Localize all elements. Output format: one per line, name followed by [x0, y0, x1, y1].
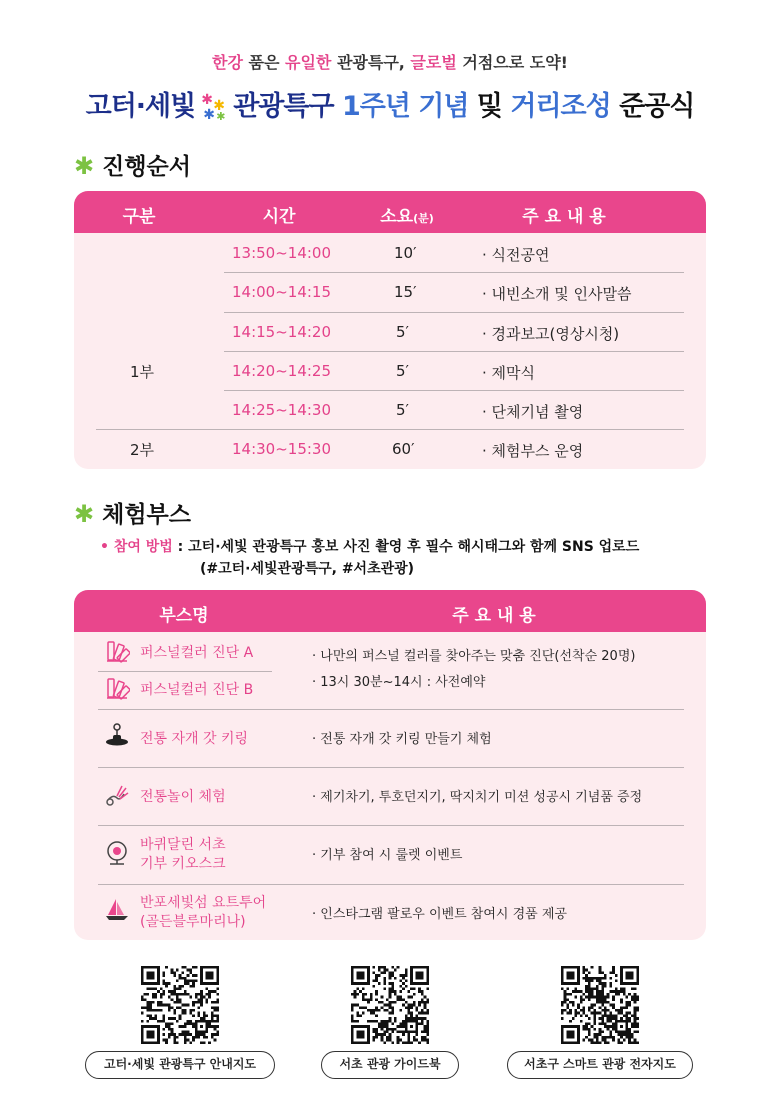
booth-description: · 전통 자개 갓 키링 만들기 체험 [312, 732, 492, 747]
title-part: 및 [476, 91, 502, 122]
part-label: 1부 [130, 363, 155, 381]
row-duration: 5′ [396, 401, 409, 419]
schedule-table [74, 191, 706, 469]
palette-icon [104, 639, 130, 665]
title-part: 거리조성 [510, 91, 611, 122]
table-row [74, 351, 706, 390]
tagline-part: 품은 [242, 53, 285, 72]
row-divider [98, 767, 684, 768]
booth-name: 퍼스널컬러 진단 A [140, 645, 254, 661]
schedule-section-title [74, 148, 191, 181]
header-time: 시간 [262, 207, 296, 227]
header-duration-unit: (분) [413, 212, 434, 225]
page-title [0, 84, 780, 123]
table-row [74, 429, 706, 468]
booth-name-line: 반포세빛섬 요트투어 [140, 895, 267, 911]
tagline-part: 유일한 [285, 53, 332, 72]
row-time: 14:00~14:15 [232, 283, 332, 301]
booth-section-title [74, 496, 191, 529]
row-time: 13:50~14:00 [232, 244, 332, 262]
schedule-table-header [74, 191, 706, 233]
schedule-table-body [74, 233, 706, 469]
participation-text: : 고터·세빛 관광특구 홍보 사진 촬영 후 필수 해시태그와 함께 SNS 업로드 [172, 539, 640, 555]
row-content: · 내빈소개 및 인사말씀 [482, 285, 632, 303]
booth-description: · 13시 30분~14시 : 사전예약 [312, 675, 486, 690]
table-row [74, 233, 706, 272]
palette-icon [104, 676, 130, 702]
booth-description: · 제기차기, 투호던지기, 딱지치기 미션 성공시 기념품 증정 [312, 790, 643, 805]
header-duration-label: 소요 [380, 207, 414, 227]
table-row [74, 390, 706, 429]
row-divider [98, 884, 684, 885]
title-part: 1주년 기념 [341, 91, 469, 122]
tagline-part: 거점으로 도약! [456, 53, 568, 72]
title-part: 고터·세빛 [85, 91, 196, 122]
booth-description: · 인스타그램 팔로우 이벤트 참여시 경품 제공 [312, 907, 567, 922]
booth-description: · 나만의 퍼스널 컬러를 찾아주는 맞춤 진단(선착순 20명) [312, 649, 636, 664]
booth-name [140, 836, 226, 874]
tagline-part: 한강 [212, 53, 243, 72]
row-duration: 10′ [394, 244, 417, 262]
yacht-icon [104, 897, 130, 923]
booth-name: 전통 자개 갓 키링 [140, 731, 249, 747]
tagline-part: 글로벌 [410, 53, 457, 72]
row-divider [98, 825, 684, 826]
qr-label: 서초구 스마트 관광 전자지도 [507, 1051, 693, 1079]
table-row [74, 312, 706, 351]
row-duration: 5′ [396, 362, 409, 380]
row-divider [98, 709, 684, 710]
title-part: 관광특구 [233, 91, 334, 122]
booth-table-header [74, 590, 706, 632]
gat-keyring-icon [104, 723, 130, 749]
row-time: 14:20~14:25 [232, 362, 332, 380]
tagline-part: 관광특구, [331, 53, 411, 72]
row-content: · 체험부스 운영 [482, 442, 584, 460]
row-time: 14:15~14:20 [232, 323, 332, 341]
booth-name-line: 바퀴달린 서초 [140, 837, 226, 853]
row-content: · 단체기념 촬영 [482, 403, 584, 421]
participation-label: • 참여 방법 [100, 539, 173, 555]
row-time: 14:30~15:30 [232, 440, 332, 458]
booth-description: · 기부 참여 시 룰렛 이벤트 [312, 848, 463, 863]
participation-method [100, 536, 639, 580]
sparkle-stars-icon: ✱ ✱ ✱ ✱ [201, 91, 225, 123]
row-duration: 15′ [394, 283, 417, 301]
qr-label: 고터·세빛 관광특구 안내지도 [85, 1051, 275, 1079]
row-duration: 60′ [392, 440, 415, 458]
tagline [0, 50, 780, 73]
part-label: 2부 [130, 441, 155, 459]
header-content: 주 요 내 용 [522, 207, 606, 227]
section-title-text: 진행순서 [102, 154, 191, 180]
title-part: 준공식 [619, 91, 695, 122]
header-part: 구분 [122, 207, 156, 227]
booth-table [74, 590, 706, 940]
booth-table-body [74, 632, 706, 938]
row-content: · 경과보고(영상시청) [482, 325, 620, 343]
booth-name: 전통놀이 체험 [140, 789, 226, 805]
section-title-text: 체험부스 [102, 502, 191, 528]
header-booth-content: 주 요 내 용 [452, 606, 536, 626]
booth-name-line: (골든블루마리나) [140, 914, 246, 930]
row-time: 14:25~14:30 [232, 401, 332, 419]
jegi-icon [104, 782, 130, 808]
qr-code-icon[interactable] [141, 966, 219, 1044]
qr-code-icon[interactable] [351, 966, 429, 1044]
participation-tags: (#고터·세빛관광특구, #서초관광) [200, 561, 415, 577]
booth-name: 퍼스널컬러 진단 B [140, 682, 254, 698]
row-content: · 제막식 [482, 364, 536, 382]
green-star-icon: ✱ [74, 500, 95, 528]
green-star-icon: ✱ [74, 152, 95, 180]
header-booth-name: 부스명 [159, 606, 209, 626]
row-divider [98, 671, 272, 672]
booth-name [140, 894, 266, 932]
row-content: · 식전공연 [482, 246, 550, 264]
header-duration [367, 202, 447, 227]
kiosk-icon [104, 840, 130, 866]
qr-label: 서초 관광 가이드북 [321, 1051, 459, 1079]
row-duration: 5′ [396, 323, 409, 341]
booth-name-line: 기부 키오스크 [140, 856, 226, 872]
qr-code-icon[interactable] [561, 966, 639, 1044]
table-row [74, 272, 706, 311]
